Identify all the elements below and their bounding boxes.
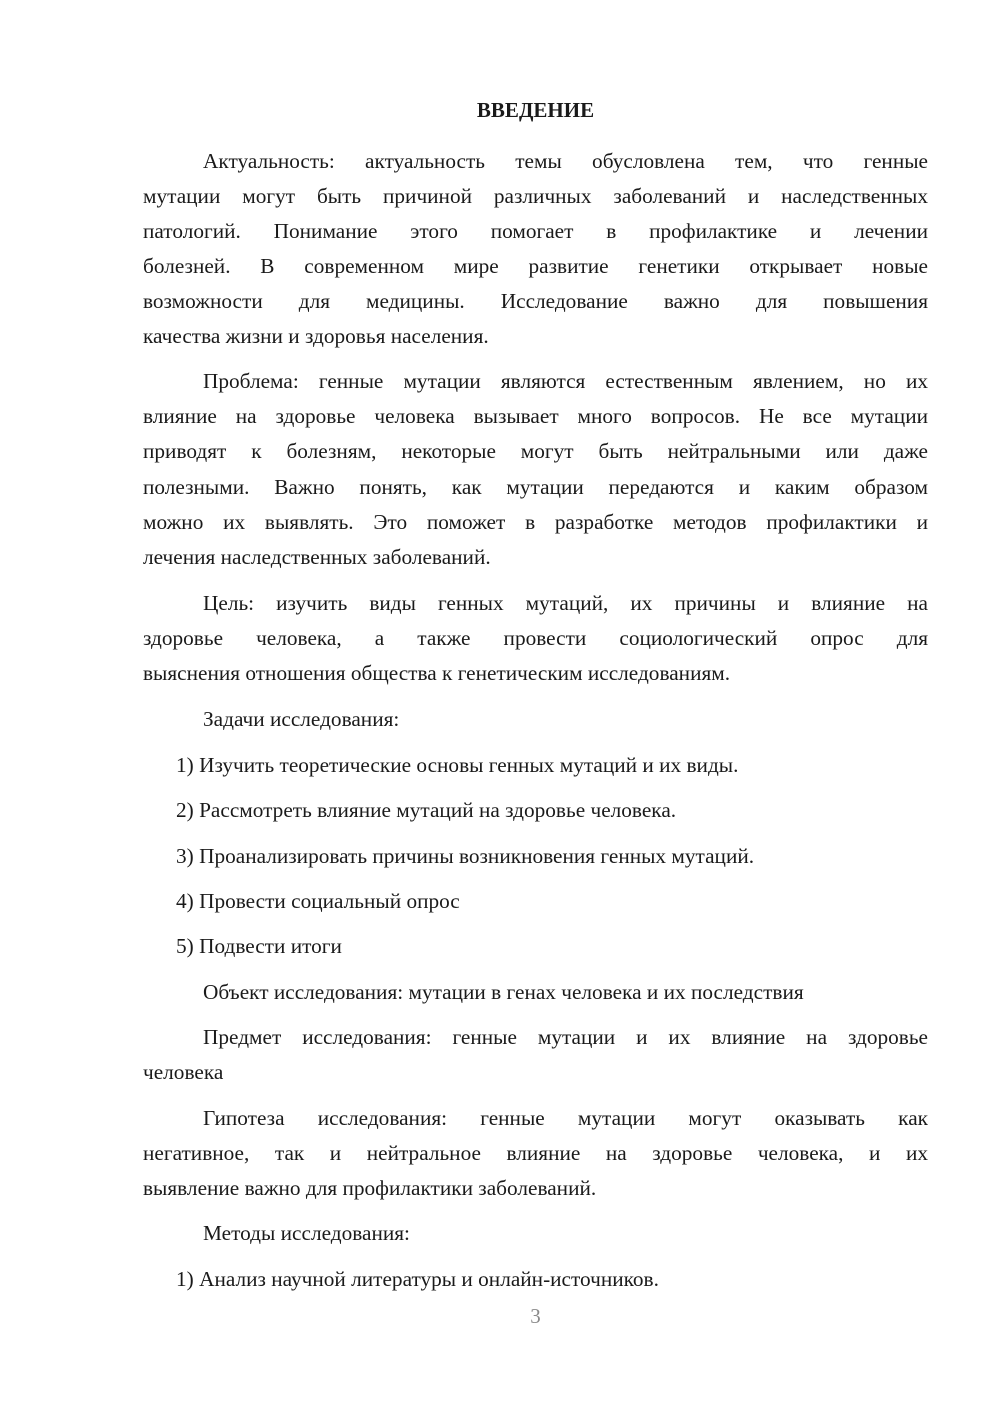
subject-line: человека bbox=[143, 1060, 224, 1084]
methods-heading: Методы исследования: bbox=[203, 1221, 410, 1245]
hypothesis-line: негативное, так и нейтральное влияние на здоровье человека, и их bbox=[143, 1141, 928, 1165]
goal-line: Цель: изучить виды генных мутаций, их причины и влияние на bbox=[203, 591, 928, 615]
problem-line: можно их выявлять. Это поможет в разработке методов профилактики и bbox=[143, 510, 928, 534]
problem-line: лечения наследственных заболеваний. bbox=[143, 545, 491, 569]
task-item: 3) Проанализировать причины возникновения генных мутаций. bbox=[176, 844, 755, 868]
problem-line: приводят к болезням, некоторые могут быть нейтральными или даже bbox=[143, 439, 928, 463]
task-item: 2) Рассмотреть влияние мутаций на здоровье человека. bbox=[176, 798, 677, 822]
relevance-line: патологий. Понимание этого помогает в профилактике и лечении bbox=[143, 219, 928, 243]
relevance-line: Актуальность: актуальность темы обусловлена тем, что генные bbox=[203, 149, 928, 173]
goal-line: здоровье человека, а также провести социологический опрос для bbox=[143, 626, 928, 650]
relevance-line: болезней. В современном мире развитие генетики открывает новые bbox=[143, 254, 928, 278]
method-item: 1) Анализ научной литературы и онлайн-источников. bbox=[176, 1267, 659, 1291]
relevance-line: мутации могут быть причиной различных заболеваний и наследственных bbox=[143, 184, 928, 208]
hypothesis-line: выявление важно для профилактики заболеваний. bbox=[143, 1176, 597, 1200]
goal-line: выяснения отношения общества к генетическим исследованиям. bbox=[143, 661, 731, 685]
task-item: 4) Провести социальный опрос bbox=[176, 889, 460, 913]
problem-line: влияние на здоровье человека вызывает много вопросов. Не все мутации bbox=[143, 404, 928, 428]
task-item: 5) Подвести итоги bbox=[176, 934, 342, 958]
relevance-line: возможности для медицины. Исследование важно для повышения bbox=[143, 289, 928, 313]
hypothesis-line: Гипотеза исследования: генные мутации могут оказывать как bbox=[203, 1106, 928, 1130]
tasks-heading: Задачи исследования: bbox=[203, 707, 400, 731]
task-item: 1) Изучить теоретические основы генных мутаций и их виды. bbox=[176, 753, 739, 777]
section-title: ВВЕДЕНИЕ bbox=[476, 98, 595, 122]
subject-line: Предмет исследования: генные мутации и их влияние на здоровье bbox=[203, 1025, 928, 1049]
relevance-line: качества жизни и здоровья населения. bbox=[143, 324, 489, 348]
problem-line: Проблема: генные мутации являются естественным явлением, но их bbox=[203, 369, 928, 393]
problem-line: полезными. Важно понять, как мутации передаются и каким образом bbox=[143, 475, 928, 499]
object-line: Объект исследования: мутации в генах человека и их последствия bbox=[203, 980, 804, 1004]
page-number: 3 bbox=[530, 1304, 541, 1328]
